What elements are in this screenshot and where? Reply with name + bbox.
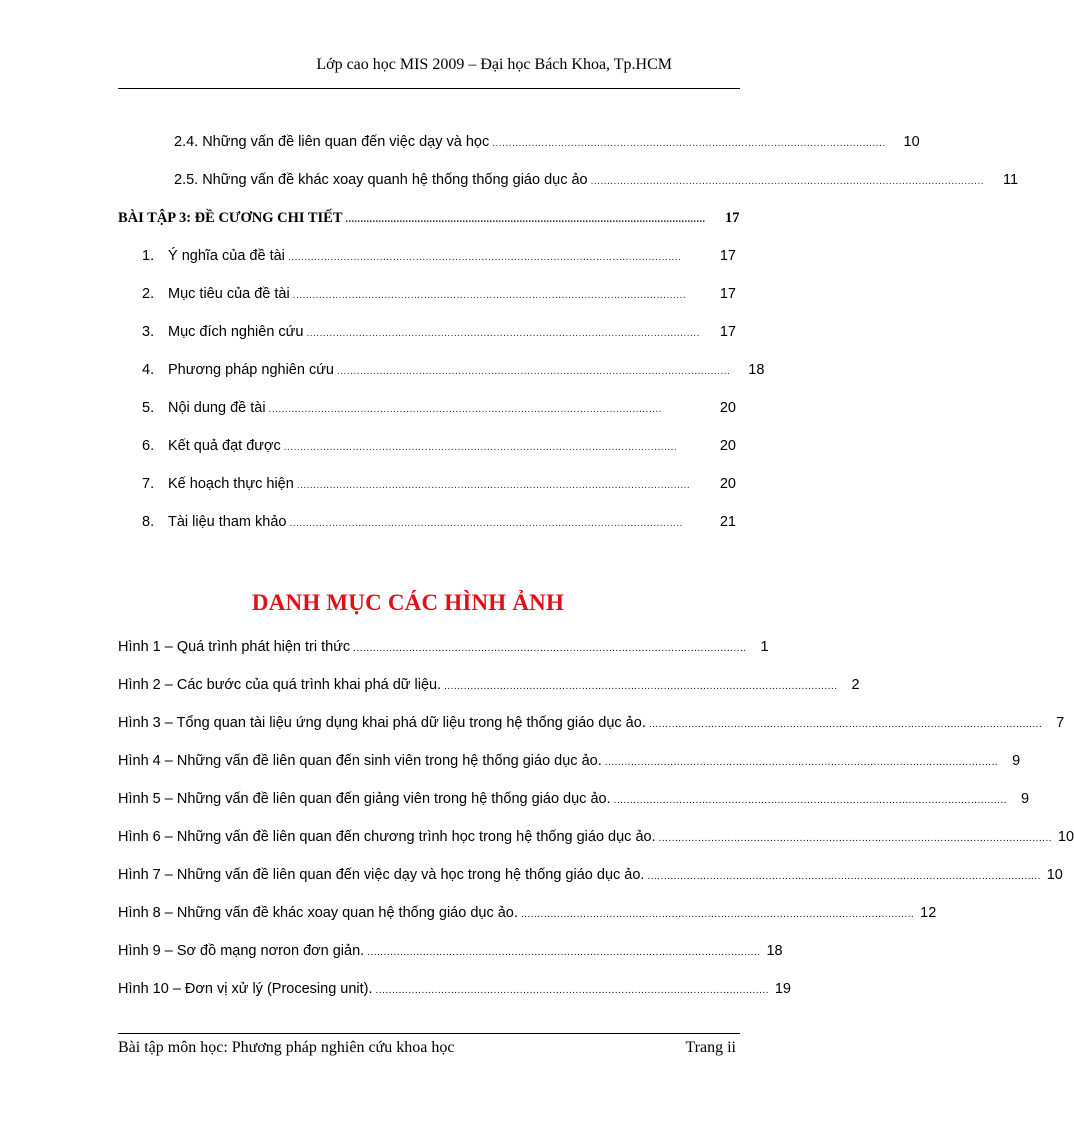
toc-item-page: 20 bbox=[719, 438, 736, 454]
toc-item-page: 18 bbox=[748, 362, 765, 378]
figure-label: Hình 6 – Những vấn đề liên quan đến chương trình học trong hệ thống giáo dục ảo. bbox=[118, 829, 656, 845]
footer-course-title: Bài tập môn học: Phương pháp nghiên cứu khoa học bbox=[118, 1039, 455, 1056]
leader-dots: ........................................................................................................................ bbox=[337, 366, 731, 377]
footer-page-number: Trang ii bbox=[685, 1039, 736, 1056]
leader-dots: ........................................................................................................................ bbox=[367, 947, 761, 958]
toc-item-label: Kế hoạch thực hiện bbox=[168, 476, 294, 492]
figure-label: Hình 7 – Những vấn đề liên quan đến việc dạy và học trong hệ thống giáo dục ảo. bbox=[118, 867, 645, 883]
toc-item-number: 1. bbox=[142, 248, 155, 264]
figure-page: 19 bbox=[774, 981, 791, 997]
figure-label: Hình 8 – Những vấn đề khác xoay quan hệ thống giáo dục ảo. bbox=[118, 905, 518, 921]
toc-item-label: Mục tiêu của đề tài bbox=[168, 286, 290, 302]
leader-dots: ........................................................................................................................ bbox=[492, 138, 886, 149]
header-rule bbox=[118, 88, 740, 89]
leader-dots: ........................................................................................................................ bbox=[520, 909, 915, 920]
figure-label: Hình 4 – Những vấn đề liên quan đến sinh viên trong hệ thống giáo dục ảo. bbox=[118, 753, 602, 769]
toc-item-label: Mục đích nghiên cứu bbox=[168, 324, 304, 340]
figure-page: 9 bbox=[1012, 753, 1021, 769]
leader-dots: ........................................................................................................................ bbox=[292, 290, 687, 301]
figure-label: Hình 9 – Sơ đồ mạng nơron đơn giản. bbox=[118, 943, 365, 959]
figure-entry[interactable] bbox=[118, 791, 1030, 813]
toc-item[interactable] bbox=[142, 362, 765, 384]
toc-item-page: 17 bbox=[719, 286, 736, 302]
figure-page: 10 bbox=[1057, 829, 1074, 845]
toc-subitem-page: 11 bbox=[1002, 172, 1019, 188]
figure-label: Hình 5 – Những vấn đề liên quan đến giảng viên trong hệ thống giáo dục ảo. bbox=[118, 791, 611, 807]
toc-subitem-2-4[interactable] bbox=[174, 134, 920, 156]
figure-page: 2 bbox=[851, 677, 860, 693]
toc-subitem-label: 2.4. Những vấn đề liên quan đến việc dạy và học bbox=[174, 134, 490, 150]
footer-rule bbox=[118, 1033, 740, 1034]
figure-entry[interactable] bbox=[118, 829, 1074, 851]
leader-dots: ........................................................................................................................ bbox=[268, 404, 662, 415]
header-text: Lớp cao học MIS 2009 – Đại học Bách Khoa, Tp.HCM bbox=[316, 56, 672, 73]
figure-label: Hình 1 – Quá trình phát hiện tri thức bbox=[118, 639, 351, 655]
leader-dots: ........................................................................................................................ bbox=[648, 719, 1043, 730]
toc-subitem-page: 10 bbox=[903, 134, 920, 150]
toc-item-number: 7. bbox=[142, 476, 155, 492]
toc-item-label: Phương pháp nghiên cứu bbox=[168, 362, 334, 378]
toc-item-page: 20 bbox=[719, 400, 736, 416]
figure-entry[interactable] bbox=[118, 677, 860, 699]
leader-dots: ........................................................................................................................ bbox=[604, 757, 999, 768]
toc-item-number: 3. bbox=[142, 324, 155, 340]
page-header bbox=[118, 54, 740, 88]
toc-item-page: 17 bbox=[719, 324, 736, 340]
leader-dots: ........................................................................................................................ bbox=[590, 176, 985, 187]
toc-item[interactable] bbox=[142, 286, 736, 308]
leader-dots: ........................................................................................................................ bbox=[345, 214, 706, 225]
toc-section-bai-tap-3[interactable] bbox=[118, 210, 740, 232]
leader-dots: ........................................................................................................................ bbox=[444, 681, 838, 692]
leader-dots: ........................................................................................................................ bbox=[287, 252, 682, 263]
leader-dots: ........................................................................................................................ bbox=[658, 833, 1053, 844]
leader-dots: ........................................................................................................................ bbox=[353, 643, 747, 654]
toc-item[interactable] bbox=[142, 514, 736, 536]
leader-dots: ........................................................................................................................ bbox=[306, 328, 700, 339]
figure-entry[interactable] bbox=[118, 639, 769, 661]
toc-item[interactable] bbox=[142, 476, 736, 498]
toc-item-number: 2. bbox=[142, 286, 155, 302]
figure-page: 7 bbox=[1056, 715, 1065, 731]
toc-item-number: 5. bbox=[142, 400, 155, 416]
toc-item-page: 21 bbox=[719, 514, 736, 530]
toc-item-number: 6. bbox=[142, 438, 155, 454]
toc-item-label: Nội dung đề tài bbox=[168, 400, 266, 416]
toc-subitem-2-5[interactable] bbox=[174, 172, 1019, 194]
leader-dots: ........................................................................................................................ bbox=[283, 442, 678, 453]
toc-item[interactable] bbox=[142, 438, 736, 460]
figure-label: Hình 3 – Tổng quan tài liệu ứng dụng khai phá dữ liệu trong hệ thống giáo dục ảo. bbox=[118, 715, 646, 731]
figure-list-title: DANH MỤC CÁC HÌNH ẢNH bbox=[251, 590, 565, 615]
toc-item-label: Kết quả đạt được bbox=[168, 438, 281, 454]
toc-section-page: 17 bbox=[725, 210, 740, 226]
leader-dots: ........................................................................................................................ bbox=[375, 985, 769, 996]
figure-page: 10 bbox=[1046, 867, 1063, 883]
figure-page: 9 bbox=[1020, 791, 1030, 807]
toc-section-label: BÀI TẬP 3: ĐỀ CƯƠNG CHI TIẾT bbox=[118, 210, 343, 226]
leader-dots: ........................................................................................................................ bbox=[296, 480, 691, 491]
figure-entry[interactable] bbox=[118, 981, 791, 1003]
figure-entry[interactable] bbox=[118, 905, 937, 927]
toc-item-number: 4. bbox=[142, 362, 155, 378]
figure-entry[interactable] bbox=[118, 753, 1021, 775]
toc-subitem-label: 2.5. Những vấn đề khác xoay quanh hệ thống thống giáo dục ảo bbox=[174, 172, 588, 188]
figure-label: Hình 10 – Đơn vị xử lý (Procesing unit). bbox=[118, 981, 373, 997]
figure-label: Hình 2 – Các bước của quá trình khai phá dữ liệu. bbox=[118, 677, 442, 693]
toc-item-page: 20 bbox=[719, 476, 736, 492]
toc-item-label: Tài liệu tham khảo bbox=[168, 514, 287, 530]
figure-page: 12 bbox=[920, 905, 937, 921]
figure-page: 18 bbox=[766, 943, 783, 959]
toc-item-page: 17 bbox=[719, 248, 736, 264]
toc-item[interactable] bbox=[142, 324, 736, 346]
figure-page: 1 bbox=[760, 639, 769, 655]
figure-entry[interactable] bbox=[118, 943, 783, 965]
toc-item-number: 8. bbox=[142, 514, 155, 530]
leader-dots: ........................................................................................................................ bbox=[289, 518, 683, 529]
toc-item[interactable] bbox=[142, 248, 736, 270]
page-footer bbox=[118, 1033, 740, 1056]
toc-item[interactable] bbox=[142, 400, 736, 422]
leader-dots: ........................................................................................................................ bbox=[647, 871, 1041, 882]
figure-entry[interactable] bbox=[118, 715, 1065, 737]
figure-entry[interactable] bbox=[118, 867, 1063, 889]
leader-dots: ........................................................................................................................ bbox=[613, 795, 1008, 806]
toc-item-label: Ý nghĩa của đề tài bbox=[168, 248, 285, 264]
